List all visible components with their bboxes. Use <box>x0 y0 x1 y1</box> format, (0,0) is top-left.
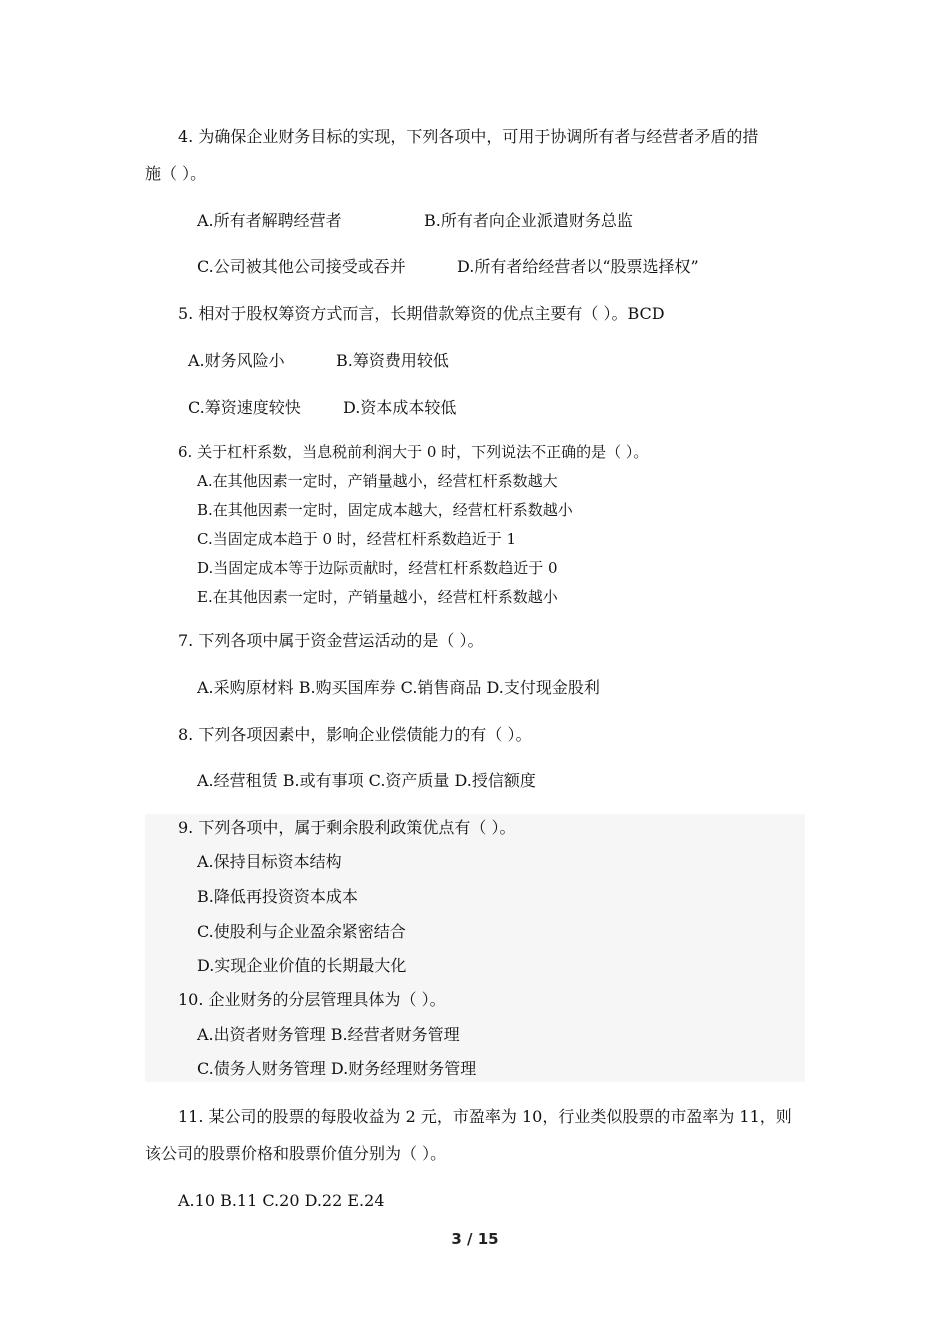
q8-stem: 8. 下列各项因素中，影响企业偿债能力的有（ ）。 <box>178 725 532 744</box>
q5-option-d: D.资本成本较低 <box>343 398 457 417</box>
q10-options-cd: C.债务人财务管理 D.财务经理财务管理 <box>197 1059 477 1078</box>
q5-option-b: B.筹资费用较低 <box>336 351 449 370</box>
q5-option-a: A.财务风险小 <box>188 351 285 370</box>
q4-stem-line2: 施（ ）。 <box>145 164 207 183</box>
page-number: 3 / 15 <box>451 1230 499 1248</box>
q9-stem: 9. 下列各项中，属于剩余股利政策优点有（ ）。 <box>178 818 516 837</box>
q10-stem: 10. 企业财务的分层管理具体为（ ）。 <box>178 990 446 1009</box>
q4-option-b: B.所有者向企业派遣财务总监 <box>424 211 633 230</box>
q6-option-d: D.当固定成本等于边际贡献时，经营杠杆系数趋近于 0 <box>197 559 558 577</box>
q9-option-a: A.保持目标资本结构 <box>197 852 342 871</box>
q9-option-c: C.使股利与企业盈余紧密结合 <box>197 922 406 941</box>
q9-option-d: D.实现企业价值的长期最大化 <box>197 956 407 975</box>
q11-options: A.10 B.11 C.20 D.22 E.24 <box>178 1191 385 1210</box>
q4-option-a: A.所有者解聘经营者 <box>197 211 342 230</box>
q7-stem: 7. 下列各项中属于资金营运活动的是（ ）。 <box>178 631 484 650</box>
q11-stem-line1: 11. 某公司的股票的每股收益为 2 元，市盈率为 10，行业类似股票的市盈率为 11，则 <box>178 1107 792 1126</box>
q4-option-d: D.所有者给经营者以“股票选择权” <box>457 257 699 276</box>
q6-option-e: E.在其他因素一定时，产销量越小，经营杠杆系数越小 <box>197 588 558 606</box>
q11-stem-line2: 该公司的股票价格和股票价值分别为（ ）。 <box>145 1144 447 1163</box>
q9-option-b: B.降低再投资资本成本 <box>197 887 358 906</box>
q6-option-c: C.当固定成本趋于 0 时，经营杠杆系数趋近于 1 <box>197 530 517 548</box>
q5-option-c: C.筹资速度较快 <box>188 398 301 417</box>
q7-options: A.采购原材料 B.购买国库券 C.销售商品 D.支付现金股利 <box>197 678 600 697</box>
q6-stem: 6. 关于杠杆系数，当息税前利润大于 0 时，下列说法不正确的是（ ）。 <box>178 443 649 461</box>
q4-option-c: C.公司被其他公司接受或吞并 <box>197 257 406 276</box>
q6-option-a: A.在其他因素一定时，产销量越小，经营杠杆系数越大 <box>197 472 558 490</box>
q5-stem: 5. 相对于股权筹资方式而言，长期借款筹资的优点主要有（ ）。BCD <box>178 304 665 323</box>
q4-stem-line1: 4. 为确保企业财务目标的实现，下列各项中，可用于协调所有者与经营者矛盾的措 <box>178 127 759 146</box>
q8-options: A.经营租赁 B.或有事项 C.资产质量 D.授信额度 <box>197 771 536 790</box>
q10-options-ab: A.出资者财务管理 B.经营者财务管理 <box>197 1025 460 1044</box>
q6-option-b: B.在其他因素一定时，固定成本越大，经营杠杆系数越小 <box>197 501 573 519</box>
